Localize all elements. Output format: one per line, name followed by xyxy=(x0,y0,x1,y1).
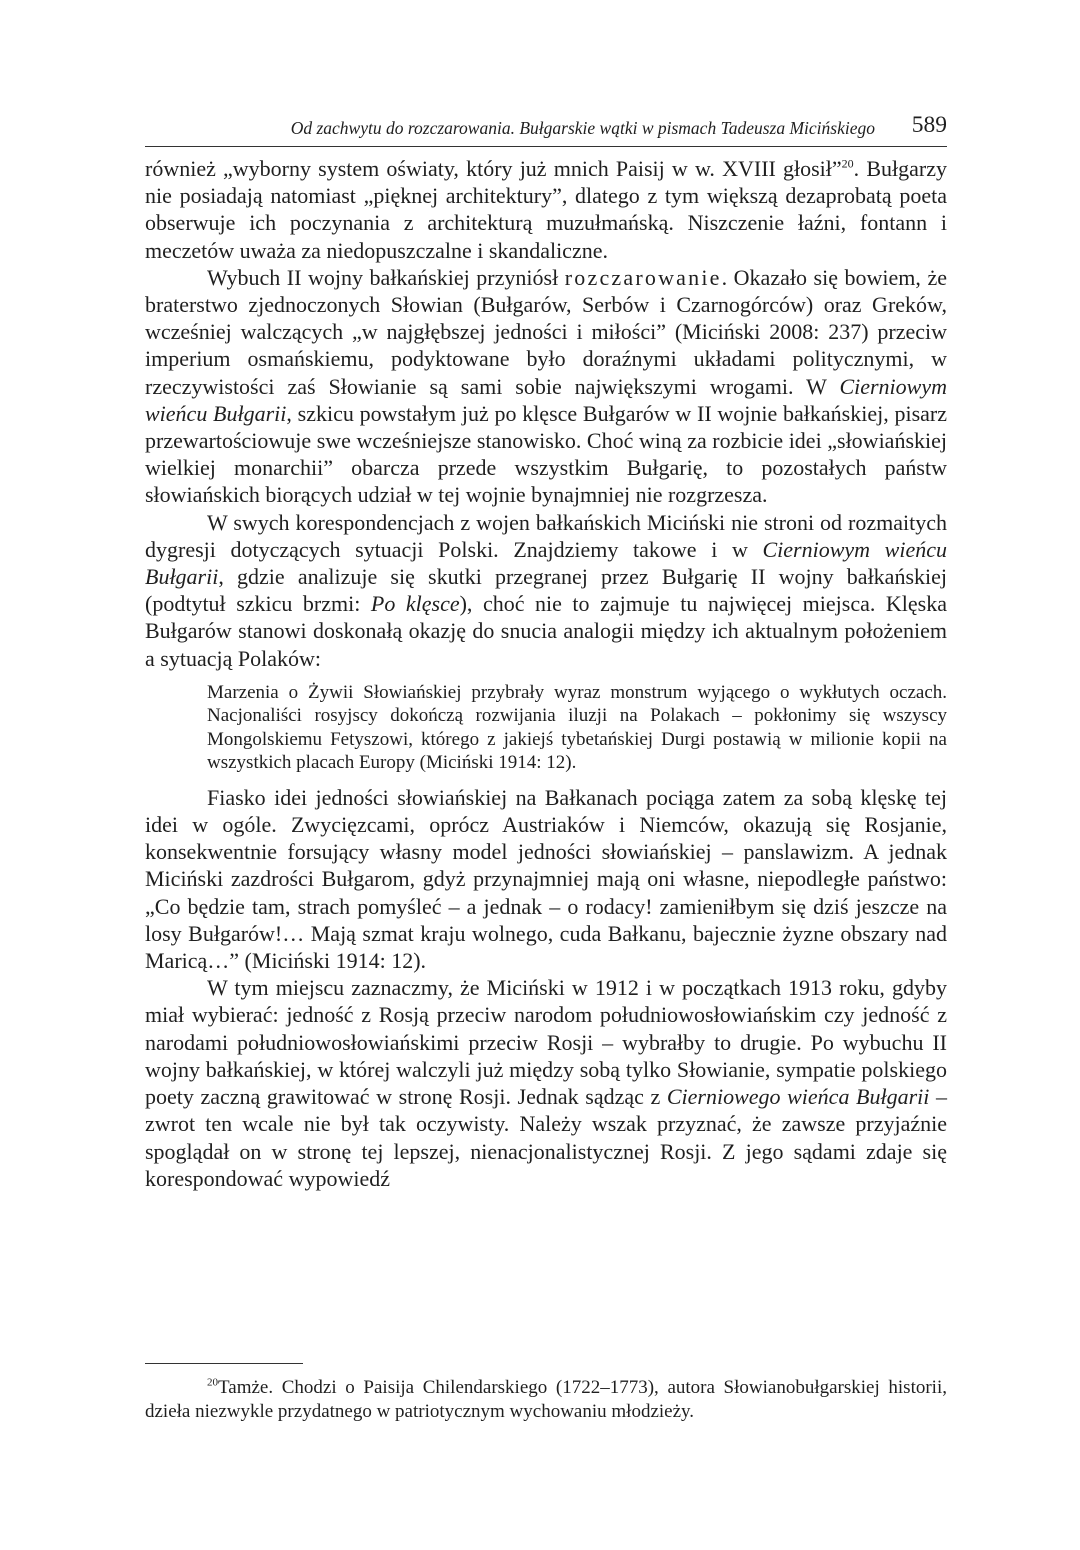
paragraph-5-text-b: – zwrot ten wcale nie był tak oczywisty. Należy wszak przyznać, że zawsze przyjaźnie spoglądał on w stronę tej lepszej, nienacjonalistycznej Rosji. Z jego sądami zdaje się korespondować wypowiedź xyxy=(145,1084,947,1191)
paragraph-2-text-c: , szkicu powstałym już po klęsce Bułgarów w II wojnie bałkańskiej, pisarz przewartościowuje swe wcześniejsze stanowisko. Choć winą za rozbicie idei „słowiańskiej wielkiej monarchii” obarcza przede wszystkim Bułgarię, to pozostałych państw słowiańskich biorących udział w tej wojnie bynajmniej nie rozgrzesza. xyxy=(145,400,947,508)
paragraph-3-text-b: , gdzie analizuje się skutki przegranej przez Bułgarię II wojny bałkańskiej (podtytuł szkicu brzmi: xyxy=(145,564,947,617)
paragraph-2-text-a: Wybuch II wojny bałkańskiej przyniósł xyxy=(207,264,565,290)
paragraph-2-text-b: . Okazało się bowiem, że braterstwo zjednoczonych Słowian (Bułgarów, Serbów i Czarnogórców) oraz Greków, wcześniej walczących „w najgłębszej jedności i miłości” (Miciński 2008: 237) przeciw imperium osmańskiemu, podyktowane było doraźnymi układami politycznymi, w rzeczywistości zaś Słowianie są sami sobie największymi wrogami. W xyxy=(145,264,948,399)
footnote-number: 20 xyxy=(207,1376,218,1389)
running-title: Od zachwytu do rozczarowania. Bułgarskie wątki w pismach Tadeusza Micińskiego xyxy=(290,118,875,138)
body-text xyxy=(145,155,947,1192)
paragraph-3 xyxy=(145,509,947,672)
footnotes xyxy=(145,1363,947,1424)
paragraph-2 xyxy=(145,264,947,509)
emphasis-spaced: rozczarowanie xyxy=(564,264,722,290)
paragraph-3-text-c: ), choć nie to zajmuje tu najwięcej miejsca. Klęska Bułgarów stanowi doskonałą okazję do snucia analogii między ich aktualnym położeniem a sytuacją Polaków: xyxy=(145,591,947,671)
book-title-italic: Cierniowym wieńcu Bułgarii xyxy=(145,373,947,426)
running-header xyxy=(145,112,947,147)
paragraph-4: Fiasko idei jedności słowiańskiej na Bałkanach pociąga zatem za sobą klęskę tej idei w ogóle. Zwycięzcami, oprócz Austriaków i Niemców, okazują się Rosjanie, konsekwentnie forsujący własny model jedności słowiańskiej – panslawizm. A jednak Miciński zazdrości Bułgarom, gdyż przynajmniej mają oni własne, niepodległe państwo: „Co będzie tam, strach pomyśleć – a jednak – o rodacy! zamieniłbym się dziś jeszcze na losy Bułgarów!… Mają szmat kraju wolnego, cuda Bałkanu, bajecznie żyzne obszary nad Maricą…” (Miciński 1914: 12). xyxy=(145,784,947,974)
footnote-text: Tamże. Chodzi o Paisija Chilendarskiego (1722–1773), autora Słowianobułgarskiej historii, dzieła niezwykle przydatnego w patriotycznym wychowaniu młodzieży. xyxy=(145,1377,947,1422)
book-title-italic: Cierniowego wieńca Bułgarii xyxy=(666,1084,930,1110)
paragraph-1-text-a: również „wyborny system oświaty, który już mnich Paisij w w. XVIII głosił” xyxy=(145,156,842,181)
block-quote: Marzenia o Żywii Słowiańskiej przybrały wyraz monstrum wyjącego o wykłutych oczach. Nacjonaliści rosyjscy dokończą rozwijania iluzji na Polakach – pokłonimy się wszyscy Mongolskiemu Fetyszowi, którego z jakiejś tybetańskiej Durgi postawią w milionie kopii na wszystkich placach Europy (Miciński 1914: 12). xyxy=(207,681,947,774)
page xyxy=(145,112,947,1192)
paragraph-3-text-a: W swych korespondencjach z wojen bałkańskich Miciński nie stroni od rozmaitych dygresji dotyczących sytuacji Polski. Znajdziemy takowe i w xyxy=(145,509,947,562)
subtitle-italic: Po klęsce xyxy=(370,591,460,617)
footnote-20 xyxy=(145,1376,947,1424)
paragraph-1 xyxy=(145,155,947,264)
paragraph-1-text-b: . Bułgarzy nie posiadają natomiast „pięknej architektury”, dlatego z tym większą dezaprobatą poeta obserwuje ich poczynania z architekturą muzułmańską. Niszczenie łaźni, fontann i meczetów uważa za niedopuszczalne i skandaliczne. xyxy=(145,156,947,263)
page-number: 589 xyxy=(911,112,947,138)
book-title-italic: Cierniowym wieńcu Bułgarii xyxy=(145,536,947,590)
footnote-ref-20: 20 xyxy=(841,156,854,171)
paragraph-5-text-a: W tym miejscu zaznaczmy, że Miciński w 1912 i w początkach 1913 roku, gdyby miał wybierać: jedność z Rosją przeciw narodom południowosłowiańskim czy jedność z narodami południowosłowiańskimi przeciw Rosji – wybrałby to drugie. Po wybuchu II wojny bałkańskiej, w której walczyli już między sobą tylko Słowianie, sympatie polskiego poety zaczną grawitować w stronę Rosji. Jednak sądząc z xyxy=(145,975,947,1110)
footnote-divider xyxy=(145,1363,303,1364)
paragraph-5 xyxy=(145,974,947,1192)
